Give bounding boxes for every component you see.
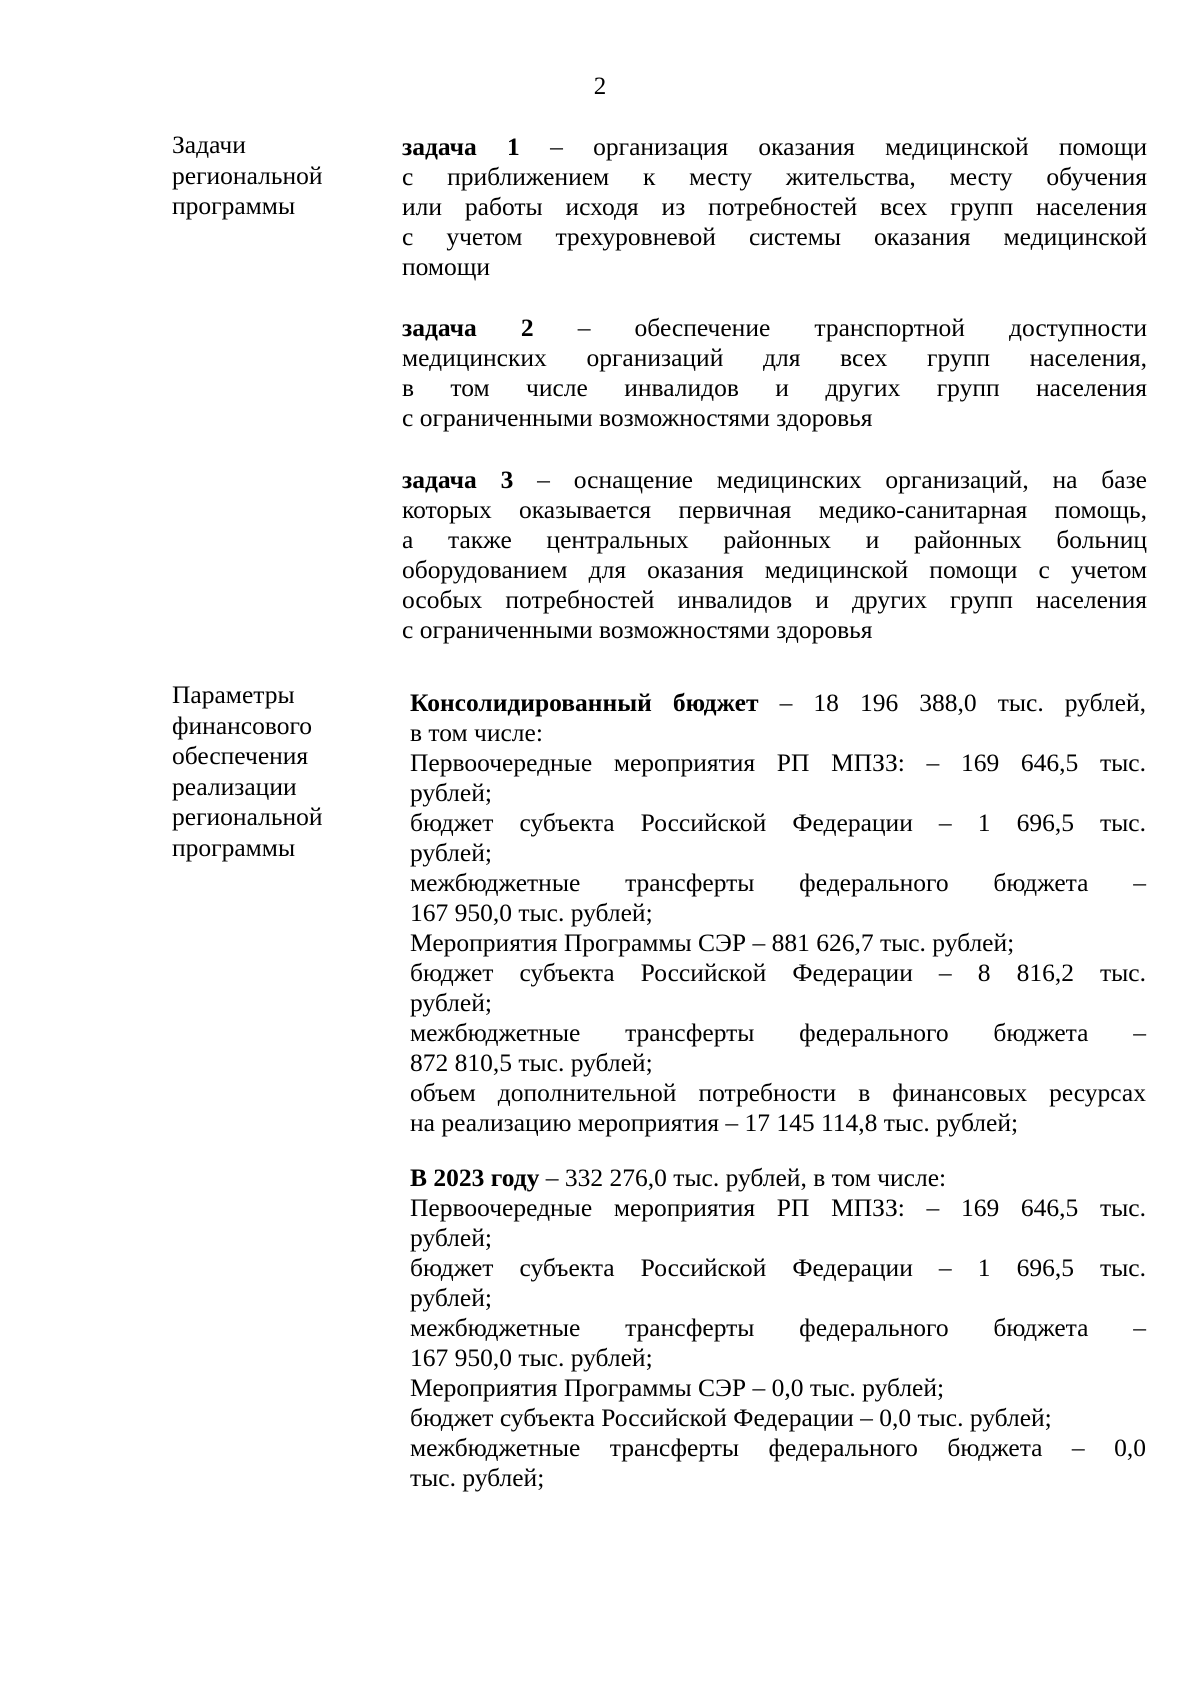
financing-label-line: региональной (172, 802, 323, 831)
consolidated-line: в том числе: (410, 718, 543, 747)
consolidated-line: на реализацию мероприятия – 17 145 114,8 тыс. рублей; (410, 1108, 1019, 1137)
year-2023-line: межбюджетные трансферты федерального бюджета – (410, 1313, 1146, 1342)
consolidated-budget (410, 688, 1146, 1138)
year-2023-line: рублей; (410, 1283, 492, 1312)
consolidated-line: бюджет субъекта Российской Федерации – 8 816,2 тыс. (410, 958, 1146, 987)
task-3-title: задача 3 (402, 465, 514, 494)
consolidated-line: рублей; (410, 988, 492, 1017)
year-2023-budget (410, 1163, 1146, 1493)
task-2-line: медицинских организаций для всех групп населения, (402, 343, 1147, 372)
consolidated-line: 872 810,5 тыс. рублей; (410, 1048, 653, 1077)
task-1 (402, 132, 1147, 282)
task-2-line: с ограниченными возможностями здоровья (402, 403, 873, 432)
consolidated-line: объем дополнительной потребности в финансовых ресурсах (410, 1078, 1146, 1107)
task-3-line: особых потребностей инвалидов и других групп населения (402, 585, 1147, 614)
consolidated-line: межбюджетные трансферты федерального бюджета – (410, 868, 1146, 897)
task-2-title: задача 2 (402, 313, 534, 342)
consolidated-title: Консолидированный бюджет (410, 688, 759, 717)
financing-label-line: реализации (172, 771, 297, 801)
task-3-line: задача 3 – оснащение медицинских организаций, на базе (402, 465, 1147, 494)
task-3 (402, 465, 1147, 645)
task-3-line: которых оказывается первичная медико-санитарная помощь, (402, 495, 1147, 524)
task-3-line: оборудованием для оказания медицинской помощи с учетом (402, 555, 1147, 584)
year-2023-line: Мероприятия Программы СЭР – 0,0 тыс. рублей; (410, 1373, 945, 1402)
task-2 (402, 313, 1147, 433)
consolidated-line: 167 950,0 тыс. рублей; (410, 898, 653, 927)
tasks-label-line: программы (172, 191, 296, 220)
task-1-line: с учетом трехуровневой системы оказания медицинской (402, 222, 1147, 251)
financing-label-line: обеспечения (172, 741, 309, 770)
year-2023-line: Первоочередные мероприятия РП МПЗЗ: – 169 646,5 тыс. (410, 1193, 1146, 1222)
tasks-label-line: региональной (172, 160, 323, 190)
financing-label (172, 680, 372, 863)
task-1-line: помощи (402, 252, 491, 281)
year-2023-line: 167 950,0 тыс. рублей; (410, 1343, 653, 1372)
year-2023-line: В 2023 году – 332 276,0 тыс. рублей, в том числе: (410, 1163, 947, 1192)
consolidated-line: бюджет субъекта Российской Федерации – 1 696,5 тыс. (410, 808, 1146, 837)
task-3-line: с ограниченными возможностями здоровья (402, 615, 873, 644)
consolidated-line: Мероприятия Программы СЭР – 881 626,7 тыс. рублей; (410, 928, 1015, 957)
consolidated-line: Первоочередные мероприятия РП МПЗЗ: – 169 646,5 тыс. (410, 748, 1146, 777)
year-2023-line: бюджет субъекта Российской Федерации – 0,0 тыс. рублей; (410, 1403, 1052, 1432)
year-2023-line: межбюджетные трансферты федерального бюджета – 0,0 (410, 1433, 1146, 1462)
year-2023-title: В 2023 году (410, 1163, 540, 1192)
consolidated-line: рублей; (410, 838, 492, 867)
task-1-line: с приближением к месту жительства, месту обучения (402, 162, 1147, 191)
task-2-line: в том числе инвалидов и других групп населения (402, 373, 1147, 402)
page-number: 2 (593, 73, 607, 100)
consolidated-line: рублей; (410, 778, 492, 807)
task-1-title: задача 1 (402, 132, 520, 161)
tasks-label-line: Задачи (172, 130, 246, 159)
tasks-label (172, 130, 372, 222)
consolidated-line: Консолидированный бюджет – 18 196 388,0 тыс. рублей, (410, 688, 1146, 717)
year-2023-line: тыс. рублей; (410, 1463, 545, 1492)
consolidated-line: межбюджетные трансферты федерального бюджета – (410, 1018, 1146, 1047)
year-2023-line: бюджет субъекта Российской Федерации – 1 696,5 тыс. (410, 1253, 1146, 1282)
task-1-line: или работы исходя из потребностей всех групп населения (402, 192, 1147, 221)
financing-label-line: финансового (172, 710, 313, 740)
financing-label-line: программы (172, 832, 296, 862)
year-2023-line: рублей; (410, 1223, 492, 1252)
task-1-line: задача 1 – организация оказания медицинской помощи (402, 132, 1147, 161)
task-2-line: задача 2 – обеспечение транспортной доступности (402, 313, 1147, 342)
task-3-line: а также центральных районных и районных больниц (402, 525, 1147, 554)
financing-label-line: Параметры (172, 680, 295, 709)
